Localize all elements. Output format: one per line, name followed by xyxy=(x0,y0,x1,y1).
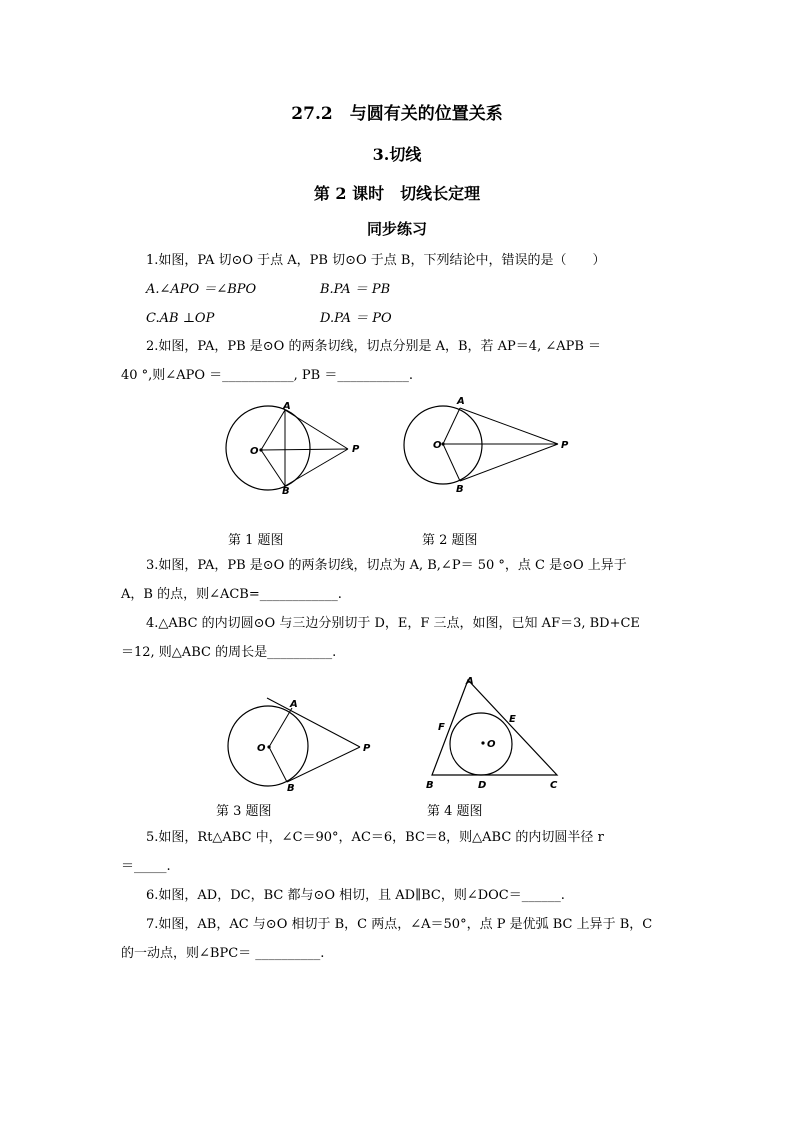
fig1-center-dot xyxy=(259,448,262,451)
fig3-label-p: P xyxy=(363,743,371,754)
fig2-tangent-pa xyxy=(460,408,558,444)
fig3-tangent-pb xyxy=(287,747,360,782)
fig4-label-f: F xyxy=(438,722,445,733)
figure-2 xyxy=(400,395,580,497)
exercise-title: 同步练习 xyxy=(366,220,427,238)
figure-3 xyxy=(222,694,382,798)
fig4-label-e: E xyxy=(509,714,516,725)
fig1-label-b: B xyxy=(282,486,290,497)
fig2-label-a: A xyxy=(457,396,465,407)
fig2-radius-oa xyxy=(443,408,460,444)
q4-line1: 4.△ABC 的内切圆⊙O 与三边分别切于 D，E，F 三点，如图，已知 AF＝3, BD+CE xyxy=(146,616,640,631)
fig2-label-b: B xyxy=(456,484,464,495)
figure-1 xyxy=(215,398,375,500)
q7-line2: 的一动点，则∠BPC＝ __________. xyxy=(121,946,325,961)
fig1-label-p: P xyxy=(352,444,360,455)
fig1-tangent-pa xyxy=(285,410,348,449)
fig2-caption: 第 2 题图 xyxy=(422,533,478,548)
q5-line2: ＝_____. xyxy=(121,859,171,874)
fig3-label-o: O xyxy=(257,743,266,754)
fig1-label-a: A xyxy=(283,401,291,412)
q1-option-a: A.∠APO ＝∠BPO xyxy=(146,282,257,297)
fig1-radius-oa xyxy=(261,410,285,450)
fig2-radius-ob xyxy=(443,444,460,481)
fig3-label-b: B xyxy=(287,783,295,794)
fig1-tangent-pb xyxy=(285,449,348,486)
q4-line2: ＝12, 则△ABC 的周长是__________. xyxy=(121,645,337,660)
fig3-center-dot xyxy=(267,745,270,748)
fig3-tangent-pa xyxy=(267,698,360,747)
q7-line1: 7.如图，AB，AC 与⊙O 相切于 B，C 两点，∠A＝50°，点 P 是优弧 BC 上异于 B，C xyxy=(146,917,653,932)
q1-stem: 1.如图，PA 切⊙O 于点 A，PB 切⊙O 于点 B，下列结论中，错误的是（ ） xyxy=(146,253,606,268)
q1-option-d: D.PA ＝ PO xyxy=(320,311,392,326)
fig4-label-d: D xyxy=(478,780,487,791)
lesson-title: 第 2 课时 切线长定理 xyxy=(313,184,481,203)
subsection-title: 3.切线 xyxy=(372,145,422,164)
q3-line1: 3.如图，PA，PB 是⊙O 的两条切线，切点为 A, B,∠P＝ 50 °，点 C 是⊙O 上异于 xyxy=(146,558,627,573)
q2-line1: 2.如图，PA，PB 是⊙O 的两条切线，切点分别是 A，B，若 AP＝4, ∠APB ＝ xyxy=(146,339,602,354)
fig4-label-a: A xyxy=(466,676,474,687)
fig1-circle xyxy=(226,406,310,490)
fig4-triangle-abc xyxy=(432,680,557,775)
fig1-label-o: O xyxy=(250,446,259,457)
q3-line2: A，B 的点，则∠ACB=____________. xyxy=(121,587,342,602)
fig3-radius-ob xyxy=(269,747,287,782)
fig3-caption: 第 3 题图 xyxy=(216,804,272,819)
q2-line2: 40 °,则∠APO ＝___________, PB ＝___________. xyxy=(121,368,413,383)
fig4-caption: 第 4 题图 xyxy=(427,804,483,819)
fig1-segment-op xyxy=(261,449,348,450)
fig4-label-b: B xyxy=(426,780,434,791)
fig3-label-a: A xyxy=(290,699,298,710)
fig2-label-o: O xyxy=(433,440,442,451)
fig2-tangent-pb xyxy=(460,444,558,481)
fig4-center-dot xyxy=(481,741,484,744)
fig3-radius-oa xyxy=(269,708,292,747)
fig2-label-p: P xyxy=(561,440,569,451)
fig4-label-o: O xyxy=(487,739,496,750)
q5-line1: 5.如图，Rt△ABC 中，∠C＝90°，AC＝6，BC＝8，则△ABC 的内切圆半径 r xyxy=(146,830,604,845)
fig4-label-c: C xyxy=(550,780,558,791)
figure-4 xyxy=(420,672,570,794)
q1-option-b: B.PA ＝ PB xyxy=(320,282,391,297)
q6-line1: 6.如图，AD，DC，BC 都与⊙O 相切，且 AD∥BC，则∠DOC＝______. xyxy=(146,888,565,903)
q1-option-c: C.AB ⊥OP xyxy=(146,311,215,326)
section-title: 27.2 与圆有关的位置关系 xyxy=(291,104,503,124)
fig4-incircle xyxy=(450,713,512,775)
fig1-radius-ob xyxy=(261,450,285,486)
fig2-center-dot xyxy=(441,442,444,445)
fig1-caption: 第 1 题图 xyxy=(228,533,284,548)
